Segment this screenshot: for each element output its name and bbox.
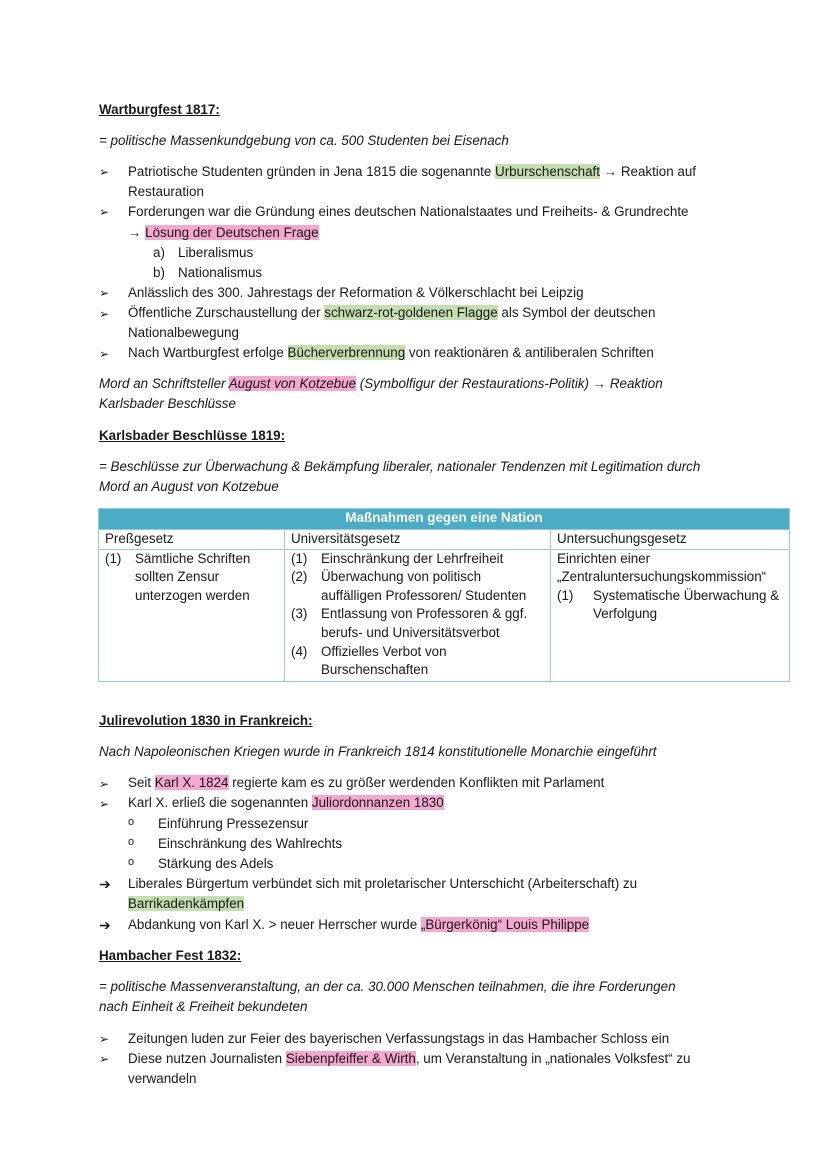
- bullet-icon: ➢: [99, 205, 110, 219]
- bullet-text: Karl X. erließ die sogenannten Juliordonnanzen 1830: [128, 795, 444, 810]
- note-kotzebue: Mord an Schriftsteller August von Kotzebue (Symbolfigur der Restaurations-Politik) → Reaktion: [99, 376, 663, 391]
- bullet-icon: ➢: [99, 165, 110, 179]
- column-header: Preßgesetz: [99, 530, 285, 550]
- bullet-icon: ➢: [99, 307, 110, 321]
- sub-item: Einschränkung des Wahlrechts: [158, 836, 343, 851]
- table-caption: Maßnahmen gegen eine Nation: [99, 509, 790, 530]
- highlight-green: Bücherverbrennung: [287, 345, 406, 360]
- highlight-green: Urburschenschaft: [495, 164, 600, 179]
- heading-karlsbader: Karlsbader Beschlüsse 1819:: [99, 428, 286, 443]
- bullet-text-cont: → Lösung der Deutschen Frage: [128, 225, 319, 240]
- bullet-text: Zeitungen luden zur Feier des bayerischen Verfassungstags in das Hambacher Schloss ein: [128, 1031, 670, 1046]
- bullet-text-cont: verwandeln: [128, 1071, 197, 1086]
- definition-karlsbader: = Beschlüsse zur Überwachung & Bekämpfung liberaler, nationaler Tendenzen mit Legitimation durch: [99, 459, 701, 474]
- highlight-green: Barrikadenkämpfen: [128, 896, 245, 911]
- sub-item: b) Nationalismus: [153, 265, 263, 280]
- definition-hambacher-cont: nach Einheit & Freiheit bekundeten: [99, 999, 308, 1014]
- table-cell-pressgesetz: [99, 549, 285, 681]
- highlight-pink: Siebenpfeiffer & Wirth: [285, 1051, 416, 1066]
- table-cell-untersuchungsgesetz: [551, 549, 790, 681]
- table-cell-universitaetsgesetz: [285, 549, 551, 681]
- bullet-text: Anlässlich des 300. Jahrestags der Reformation & Völkerschlacht bei Leipzig: [128, 285, 584, 300]
- arrow-icon: ➔: [99, 876, 111, 892]
- bullet-icon: ➢: [99, 1032, 110, 1046]
- list-item: (2) Überwachung von politisch auffälligen Professoren/ Studenten: [291, 569, 527, 603]
- bullet-text: Öffentliche Zurschaustellung der schwarz-rot-goldenen Flagge als Symbol der deutschen: [128, 305, 656, 320]
- definition-karlsbader-cont: Mord an August von Kotzebue: [99, 479, 279, 494]
- note-kotzebue-cont: Karlsbader Beschlüsse: [99, 396, 236, 411]
- sub-item: a) Liberalismus: [153, 245, 254, 260]
- circle-bullet-icon: o: [128, 856, 135, 868]
- list-item: (3) Entlassung von Professoren & ggf. berufs- und Universitätsverbot: [291, 606, 528, 640]
- conclusion-text-cont: [128, 894, 244, 914]
- circle-bullet-icon: o: [128, 816, 135, 828]
- intro-julirevolution: Nach Napoleonischen Kriegen wurde in Frankreich 1814 konstitutionelle Monarchie eingeführt: [99, 744, 657, 759]
- list-item: (1) Systematische Überwachung & Verfolgung: [557, 587, 780, 622]
- bullet-icon: ➢: [99, 797, 110, 811]
- bullet-text: Patriotische Studenten gründen in Jena 1815 die sogenannte Urburschenschaft → Reaktion auf: [128, 164, 697, 179]
- bullet-icon: ➢: [99, 777, 110, 791]
- bullet-icon: ➢: [99, 1052, 110, 1066]
- heading-julirevolution: Julirevolution 1830 in Frankreich:: [99, 713, 313, 728]
- bullet-icon: ➢: [99, 347, 110, 361]
- conclusion-text: Liberales Bürgertum verbündet sich mit proletarischer Unterschicht (Arbeiterschaft) zu: [128, 876, 638, 891]
- sub-item: Stärkung des Adels: [158, 856, 274, 871]
- bullet-text-cont: Nationalbewegung: [128, 325, 239, 340]
- highlight-pink: „Bürgerkönig“ Louis Philippe: [420, 917, 590, 932]
- circle-bullet-icon: o: [128, 836, 135, 848]
- definition-wartburgfest: = politische Massenkundgebung von ca. 500 Studenten bei Eisenach: [99, 133, 509, 148]
- highlight-pink: Karl X. 1824: [154, 775, 229, 790]
- highlight-pink: Lösung der Deutschen Frage: [145, 225, 319, 240]
- cell-intro: Einrichten einer „Zentraluntersuchungskommission“: [557, 550, 767, 585]
- list-item: (4) Offizielles Verbot von Burschenschaften: [291, 643, 447, 678]
- bullet-text-cont: Restauration: [128, 184, 204, 199]
- column-header: Untersuchungsgesetz: [551, 530, 790, 550]
- definition-hambacher: = politische Massenveranstaltung, an der ca. 30.000 Menschen teilnahmen, die ihre Forderungen: [99, 979, 676, 994]
- list-item: (1) Sämtliche Schriften sollten Zensur unterzogen werden: [105, 550, 251, 603]
- arrow-icon: ➔: [99, 917, 111, 933]
- highlight-green: schwarz-rot-goldenen Flagge: [324, 305, 498, 320]
- conclusion-text: Abdankung von Karl X. > neuer Herrscher wurde „Bürgerkönig“ Louis Philippe: [128, 917, 590, 932]
- sub-item: Einführung Pressezensur: [158, 816, 309, 831]
- list-item: (1) Einschränkung der Lehrfreiheit: [291, 550, 504, 566]
- column-header: Universitätsgesetz: [285, 530, 551, 550]
- heading-hambacher: Hambacher Fest 1832:: [99, 948, 242, 963]
- heading-wartburgfest: Wartburgfest 1817:: [99, 102, 220, 117]
- bullet-text: Nach Wartburgfest erfolge Bücherverbrennung von reaktionären & antiliberalen Schriften: [128, 345, 654, 360]
- bullet-text: Seit Karl X. 1824 regierte kam es zu größer werdenden Konflikten mit Parlament: [128, 775, 605, 790]
- measures-table: [98, 508, 790, 682]
- bullet-text: Diese nutzen Journalisten Siebenpfeiffer & Wirth, um Veranstaltung in „nationales Volksfest“ zu: [128, 1051, 691, 1066]
- highlight-pink: August von Kotzebue: [228, 376, 357, 391]
- highlight-pink: Juliordonnanzen 1830: [311, 795, 444, 810]
- bullet-text: Forderungen war die Gründung eines deutschen Nationalstaates und Freiheits- & Grundrechte: [128, 204, 689, 219]
- bullet-icon: ➢: [99, 286, 110, 300]
